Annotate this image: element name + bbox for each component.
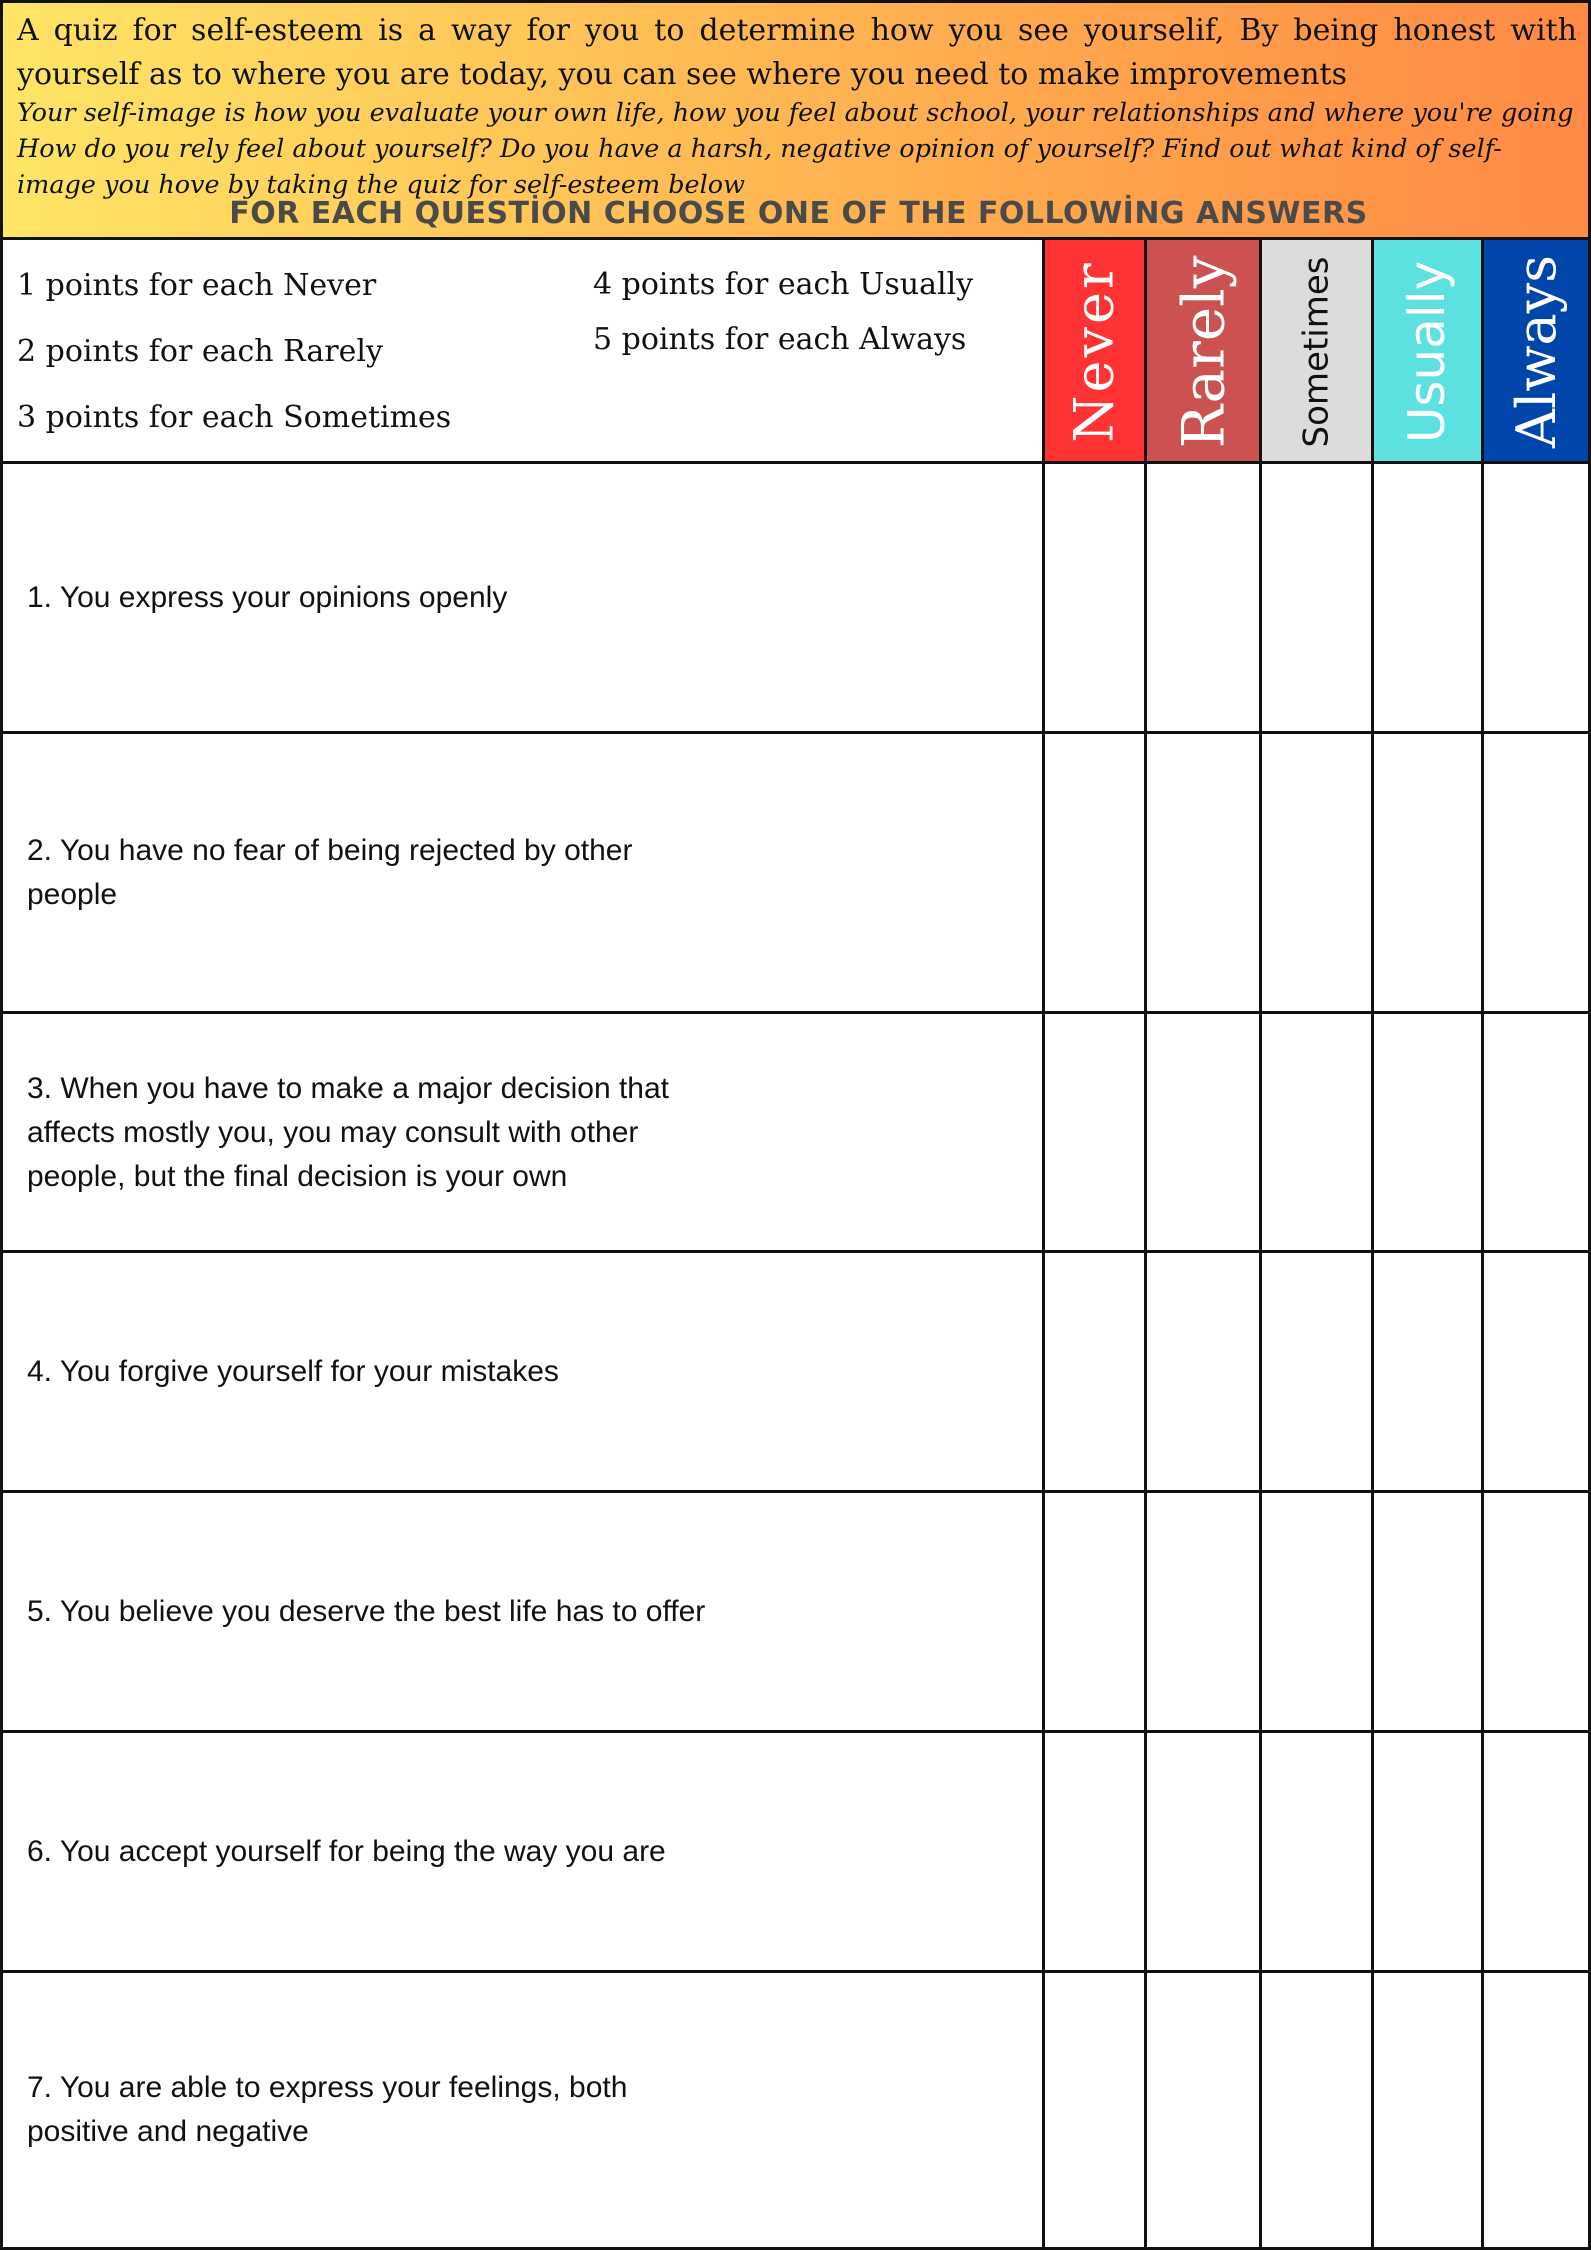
column-label-sometimes: Sometimes: [1296, 256, 1337, 447]
answer-cell-sometimes[interactable]: [1262, 1733, 1371, 1970]
question-row-7: [27, 1972, 787, 2247]
column-header-sometimes: [1262, 240, 1371, 463]
answer-cell-never[interactable]: [1045, 1733, 1142, 1970]
column-label-usually: Usually: [1398, 260, 1457, 443]
answer-cell-always[interactable]: [1484, 1973, 1588, 2247]
intro-subtitle: Your self-image is how you evaluate your own life, how you feel about school, your relationships and where you're going How do you rely feel about yourself? Do you have a harsh, negative opinion of yourself? Find out what kind of self-image you hove by taking the quiz for self-esteem below: [17, 98, 1574, 200]
divider: [1371, 240, 1374, 2250]
answer-cell-usually[interactable]: [1374, 1014, 1481, 1250]
answer-cell-rarely[interactable]: [1147, 1493, 1259, 1730]
answer-cell-never[interactable]: [1045, 1493, 1142, 1730]
question-text: 3. When you have to make a major decision that affects mostly you, you may consult with other people, but the final decision is your own: [27, 1071, 670, 1193]
question-text: 7. You are able to express your feelings, both positive and negative: [27, 2070, 628, 2148]
answer-cell-always[interactable]: [1484, 734, 1588, 1011]
question-row-5: [27, 1492, 787, 1732]
divider: [0, 731, 1591, 734]
intro-text: A quiz for self-esteem is a way for you to determine how you see yourselif, By being honest with yourself as to where you are today, you can see where you need to make improvements: [17, 13, 1577, 92]
score-sometimes: 3 points for each Sometimes: [17, 400, 452, 435]
instruction-heading: FOR EACH QUESTİON CHOOSE ONE OF THE FOLLOWİNG ANSWERS: [229, 196, 1368, 231]
score-usually: 4 points for each Usually: [593, 267, 974, 302]
answer-cell-always[interactable]: [1484, 1253, 1588, 1490]
divider: [0, 1250, 1591, 1253]
answer-cell-always[interactable]: [1484, 1493, 1588, 1730]
answer-cell-sometimes[interactable]: [1262, 1973, 1371, 2247]
question-row-6: [27, 1732, 787, 1972]
column-header-usually: [1374, 240, 1481, 463]
answer-cell-sometimes[interactable]: [1262, 1493, 1371, 1730]
column-label-always: Always: [1504, 255, 1568, 448]
question-text: 6. You accept yourself for being the way you are: [27, 1835, 666, 1868]
column-header-always: [1484, 240, 1588, 463]
answer-cell-rarely[interactable]: [1147, 734, 1259, 1011]
question-text: 5. You believe you deserve the best life has to offer: [27, 1595, 706, 1628]
answer-cell-usually[interactable]: [1374, 1493, 1481, 1730]
answer-cell-sometimes[interactable]: [1262, 734, 1371, 1011]
divider: [0, 1730, 1591, 1733]
score-always: 5 points for each Always: [593, 322, 967, 357]
question-row-3: [27, 1013, 787, 1252]
column-label-rarely: Rarely: [1169, 255, 1238, 448]
divider: [0, 1970, 1591, 1973]
answer-cell-usually[interactable]: [1374, 1733, 1481, 1970]
answer-cell-sometimes[interactable]: [1262, 464, 1371, 731]
answer-cell-usually[interactable]: [1374, 1973, 1481, 2247]
answer-cell-usually[interactable]: [1374, 464, 1481, 731]
answer-cell-never[interactable]: [1045, 1014, 1142, 1250]
answer-cell-never[interactable]: [1045, 1253, 1142, 1490]
question-text: 1. You express your opinions openly: [27, 581, 508, 614]
answer-cell-sometimes[interactable]: [1262, 1253, 1371, 1490]
divider: [0, 461, 1591, 464]
score-never: 1 points for each Never: [17, 268, 377, 303]
divider: [0, 1011, 1591, 1014]
divider: [1259, 240, 1262, 2250]
answer-cell-always[interactable]: [1484, 464, 1588, 731]
answer-cell-never[interactable]: [1045, 1973, 1142, 2247]
divider: [1481, 240, 1484, 2250]
answer-cell-usually[interactable]: [1374, 734, 1481, 1011]
answer-cell-rarely[interactable]: [1147, 1733, 1259, 1970]
divider: [1144, 240, 1147, 2250]
question-row-4: [27, 1252, 787, 1492]
column-header-never: [1045, 240, 1144, 463]
question-row-2: [27, 733, 787, 1013]
answer-cell-sometimes[interactable]: [1262, 1014, 1371, 1250]
question-text: 4. You forgive yourself for your mistakes: [27, 1355, 559, 1388]
divider: [0, 1490, 1591, 1493]
column-header-rarely: [1147, 240, 1259, 463]
answer-cell-never[interactable]: [1045, 734, 1142, 1011]
question-row-1: [27, 463, 787, 733]
answer-cell-rarely[interactable]: [1147, 1253, 1259, 1490]
answer-cell-rarely[interactable]: [1147, 1014, 1259, 1250]
answer-cell-always[interactable]: [1484, 1014, 1588, 1250]
header-banner: [0, 0, 1591, 240]
score-rarely: 2 points for each Rarely: [17, 334, 383, 369]
column-label-never: Never: [1063, 260, 1127, 443]
question-text: 2. You have no fear of being rejected by other people: [27, 834, 633, 911]
answer-cell-never[interactable]: [1045, 464, 1142, 731]
answer-cell-always[interactable]: [1484, 1733, 1588, 1970]
divider: [1042, 240, 1045, 2250]
answer-cell-usually[interactable]: [1374, 1253, 1481, 1490]
answer-cell-rarely[interactable]: [1147, 1973, 1259, 2247]
divider: [0, 237, 1591, 240]
answer-cell-rarely[interactable]: [1147, 464, 1259, 731]
